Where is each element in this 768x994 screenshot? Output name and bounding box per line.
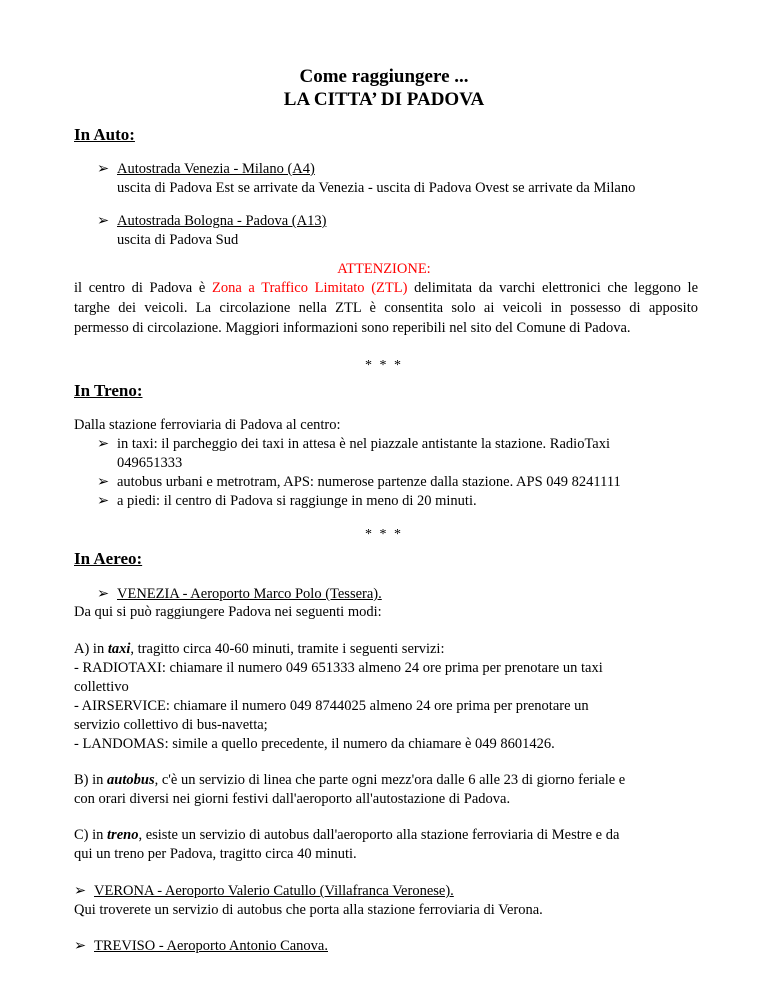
list-item: ➢ VERONA - Aeroporto Valerio Catullo (Villafranca Veronese).: [74, 883, 454, 899]
ztl-highlight: Zona a Traffico Limitato (ZTL): [211, 280, 408, 296]
arrow-bullet-icon: ➢: [97, 474, 110, 490]
option-a: A) in taxi, tragitto circa 40-60 minuti, tramite i seguenti servizi:: [74, 641, 445, 657]
landomas-line: - LANDOMAS: simile a quello precedente, il numero da chiamare è 049 8601426.: [74, 736, 555, 752]
ztl-line-3: permesso di circolazione. Maggiori informazioni sono reperibili nel sito del Comune di Padova.: [74, 320, 631, 336]
airservice-line: - AIRSERVICE: chiamare il numero 049 8744025 almeno 24 ore prima per prenotare un: [74, 698, 589, 714]
item-label: Autostrada Bologna - Padova (A13): [117, 213, 327, 229]
arrow-bullet-icon: ➢: [97, 586, 110, 602]
item-detail: 049651333: [117, 455, 183, 471]
attention-label: ATTENZIONE:: [337, 261, 431, 277]
option-c: C) in treno, esiste un servizio di autobus dall'aeroporto alla stazione ferroviaria di Mestre e da: [74, 827, 620, 843]
arrow-bullet-icon: ➢: [97, 493, 110, 509]
section-heading-treno: In Treno:: [74, 381, 143, 400]
list-item: ➢ TREVISO - Aeroporto Antonio Canova.: [74, 938, 328, 954]
arrow-bullet-icon: ➢: [74, 883, 87, 899]
arrow-bullet-icon: ➢: [97, 161, 110, 177]
treno-intro: Dalla stazione ferroviaria di Padova al centro:: [74, 417, 341, 433]
list-item: ➢ a piedi: il centro di Padova si raggiunge in meno di 20 minuti.: [97, 493, 477, 509]
list-item: [97, 211, 326, 231]
list-item: [97, 159, 315, 179]
separator: * * *: [365, 527, 403, 542]
ztl-line-2: targhe dei veicoli. La circolazione nella ZTL è consentita solo ai veicoli in possesso di apposito: [74, 300, 698, 316]
separator: * * *: [365, 358, 403, 373]
section-heading-auto: In Auto:: [74, 125, 135, 144]
item-detail: uscita di Padova Sud: [117, 232, 239, 248]
ztl-line-1: il centro di Padova è Zona a Traffico Limitato (ZTL) delimitata da varchi elettronici che leggono le: [74, 280, 699, 296]
list-item: ➢ autobus urbani e metrotram, APS: numerose partenze dalla stazione. APS 049 8241111: [97, 474, 621, 490]
airservice-line: servizio collettivo di bus-navetta;: [74, 717, 268, 733]
list-item: ➢ VENEZIA - Aeroporto Marco Polo (Tessera).: [97, 586, 382, 602]
page-title: Come raggiungere ...: [299, 66, 469, 87]
venezia-intro: Da qui si può raggiungere Padova nei seguenti modi:: [74, 604, 382, 620]
radiotaxi-line: collettivo: [74, 679, 129, 695]
option-b: B) in autobus, c'è un servizio di linea che parte ogni mezz'ora dalle 6 alle 23 di giorno feriale e: [74, 772, 626, 788]
arrow-bullet-icon: ➢: [74, 938, 87, 954]
list-item: ➢ in taxi: il parcheggio dei taxi in attesa è nel piazzale antistante la stazione. RadioTaxi: [97, 436, 611, 452]
arrow-bullet-icon: ➢: [97, 213, 110, 229]
ztl-paragraph: [74, 278, 698, 338]
radiotaxi-line: - RADIOTAXI: chiamare il numero 049 651333 almeno 24 ore prima per prenotare un taxi: [74, 660, 603, 676]
option-b-line: con orari diversi nei giorni festivi dall'aeroporto all'autostazione di Padova.: [74, 791, 511, 807]
item-label: Autostrada Venezia - Milano (A4): [117, 161, 315, 177]
verona-detail: Qui troverete un servizio di autobus che porta alla stazione ferroviaria di Verona.: [74, 902, 543, 918]
section-heading-aereo: In Aereo:: [74, 549, 143, 568]
arrow-bullet-icon: ➢: [97, 436, 110, 452]
option-c-line: qui un treno per Padova, tragitto circa 40 minuti.: [74, 846, 357, 862]
page-subtitle: LA CITTA’ DI PADOVA: [283, 89, 485, 110]
item-detail: uscita di Padova Est se arrivate da Venezia - uscita di Padova Ovest se arrivate da Milano: [117, 180, 636, 196]
